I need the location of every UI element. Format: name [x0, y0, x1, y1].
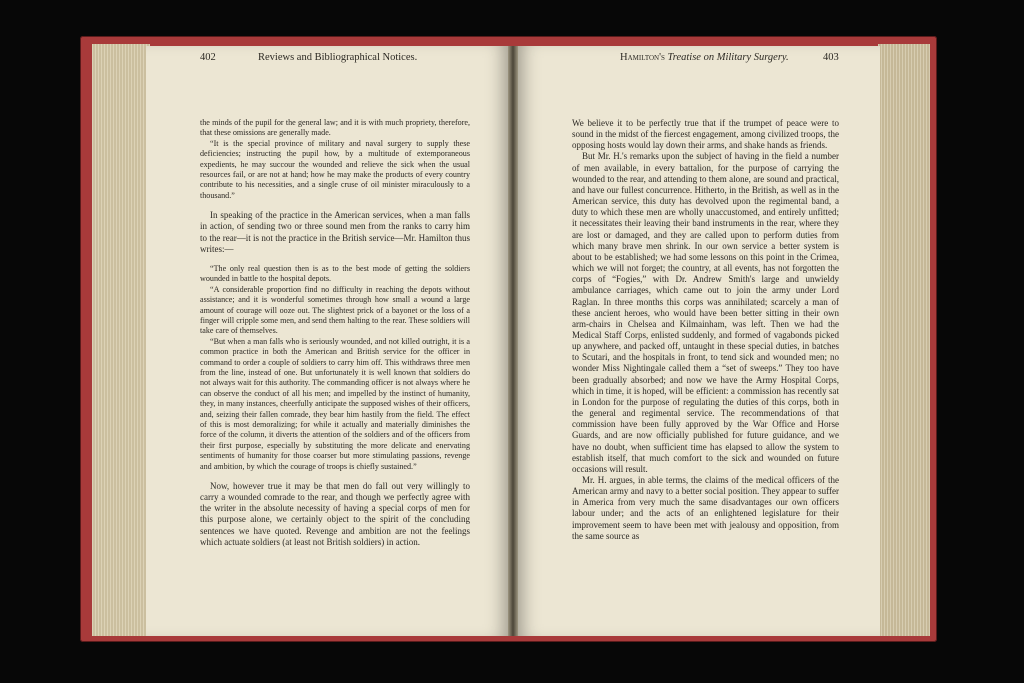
- quote-paragraph: “A considerable proportion find no difficulty in reaching the depots without assistance; and it is wonderful sometimes through how small a wound a large amount of courage will ooze out. The slightest prick of a bayonet or the loss of a finger will cripple some men, and send them halting to the rear. These soldiers will take care of themselves.: [200, 284, 470, 336]
- right-page-body: [572, 118, 839, 542]
- page-edges-right: [878, 44, 930, 636]
- right-running-head-name: Hamilton's: [620, 52, 665, 63]
- book-gutter: [508, 46, 518, 636]
- quote-paragraph: “But when a man falls who is seriously wounded, and not killed outright, it is a common practice in both the American and British service for the officer in command to order a couple of soldiers to carry him off. This withdraws three men from the line, instead of one. But unfortunately it is well known that soldiers do not always wait for this authority. The commanding officer is not always where he can observe the conduct of all his men; and impelled by the instinct of humanity, they, in many instances, cheerfully anticipate the supposed wishes of their officers, and, seizing their fallen comrade, they bear him hastily from the field. The effect of this is most demoralizing; for while it actually and materially diminishes the force of the column, it diverts the attention of the soldiers and of the officers from their first purpose, especially by substituting the more delicate and enervating sentiments of humanity for those coarser but more stimulating passions, revenge and ambition, by which the courage of troops is chiefly sustained.”: [200, 336, 470, 471]
- body-paragraph: Mr. H. argues, in able terms, the claims of the medical officers of the American army and navy to a better social position. They appear to suffer in America from very much the same disadvantages our own officers labour under; and the acts of an enlightened legislature for their improvement seem to have been met with jealousy and opposition, from the same source as: [572, 475, 839, 541]
- quote-paragraph: “It is the special province of military and naval surgery to supply these deficiencies; instructing the pupil how, by a multitude of extemporaneous expedients, he may succour the wounded and relieve the sick when the usual resources fail, or are not at hand; how he may make the products of every country contribute to his necessities, and a single cruse of oil minister miraculously to a thousand.”: [200, 138, 470, 200]
- body-paragraph: We believe it to be perfectly true that if the trumpet of peace were to sound in the midst of the fiercest engagement, among civilized troops, the opposing hosts would lay down their arms, and shake hands as friends.: [572, 118, 839, 151]
- quote-paragraph: “The only real question then is as to the best mode of getting the soldiers wounded in battle to the hospital depots.: [200, 263, 470, 284]
- left-page-number: 402: [200, 52, 216, 63]
- quote-paragraph: the minds of the pupil for the general law; and it is with much propriety, therefore, that these omissions are generally made.: [200, 118, 470, 138]
- body-paragraph: But Mr. H.'s remarks upon the subject of having in the field a number of men available, in every battalion, for the purpose of carrying the wounded to the rear, and attending to them alone, are sound and practical, and have our fullest concurrence. Hitherto, in the British, as well as in the American service, this duty has devolved upon the regimental band, a duty to which these men are wholly unaccustomed, and entirely unfitted; it necessitates their leaving their band instruments in the rear, where they are lost or damaged, and they are called upon to perform duties from which many brave men shrink. In our own service a better system is about to be established; we had some lessons on this point in the Crimea, which we will not forget; the country, at all events, has not forgotten the corps of “Fogies,” with Dr. Andrew Smith's large and unwieldy ambulance carriages, which came out to join the army under Lord Raglan. In three months this corps was annihilated; scarcely a man of these ancient heroes, who would have been better sitting in their own arm-chairs in Chelsea and Kilmainham, was left. Then we had the Medical Staff Corps, enlisted suddenly, and formed of vagabonds picked up anywhere, and packed off, untaught in these special duties, in batches to Scutari, and the hospitals in front, to tend sick and wounded men; no wonder Miss Nightingale called them a “set of sweeps.” They too have been gradually absorbed; and now we have the Army Hospital Corps, which in time, it is hoped, will be efficient: a commission has recently sat in London for the purpose of regulating the duties of this corps, both in the general and regimental service. The recommendations of that commission have been fully approved by the War Office and Horse Guards, and are now officially published for future guidance, and we have no doubt, when sufficient time has elapsed to allow the system to establish itself, that much comfort to the sick and wounded on future occasions will result.: [572, 151, 839, 474]
- left-running-head: Reviews and Bibliographical Notices.: [258, 52, 418, 63]
- left-page-body: [200, 118, 470, 548]
- body-paragraph: In speaking of the practice in the American services, when a man falls in action, of sending two or three sound men from the ranks to carry him to the rear—it is not the practice in the British service—Mr. Hamilton thus writes:—: [200, 210, 470, 254]
- page-edges-left: [92, 44, 150, 636]
- right-running-head-rest: Treatise on Military Surgery.: [667, 52, 789, 63]
- right-page-number: 403: [823, 52, 839, 63]
- right-running-head: [620, 52, 789, 63]
- body-paragraph: Now, however true it may be that men do fall out very willingly to carry a wounded comrade to the rear, and though we perfectly agree with the writer in the absolute necessity of having a special corps of men for this purpose alone, we certainly object to the spirit of the concluding sentences we have quoted. Revenge and ambition are not the feelings which actuate soldiers (at least not British soldiers) in action.: [200, 481, 470, 547]
